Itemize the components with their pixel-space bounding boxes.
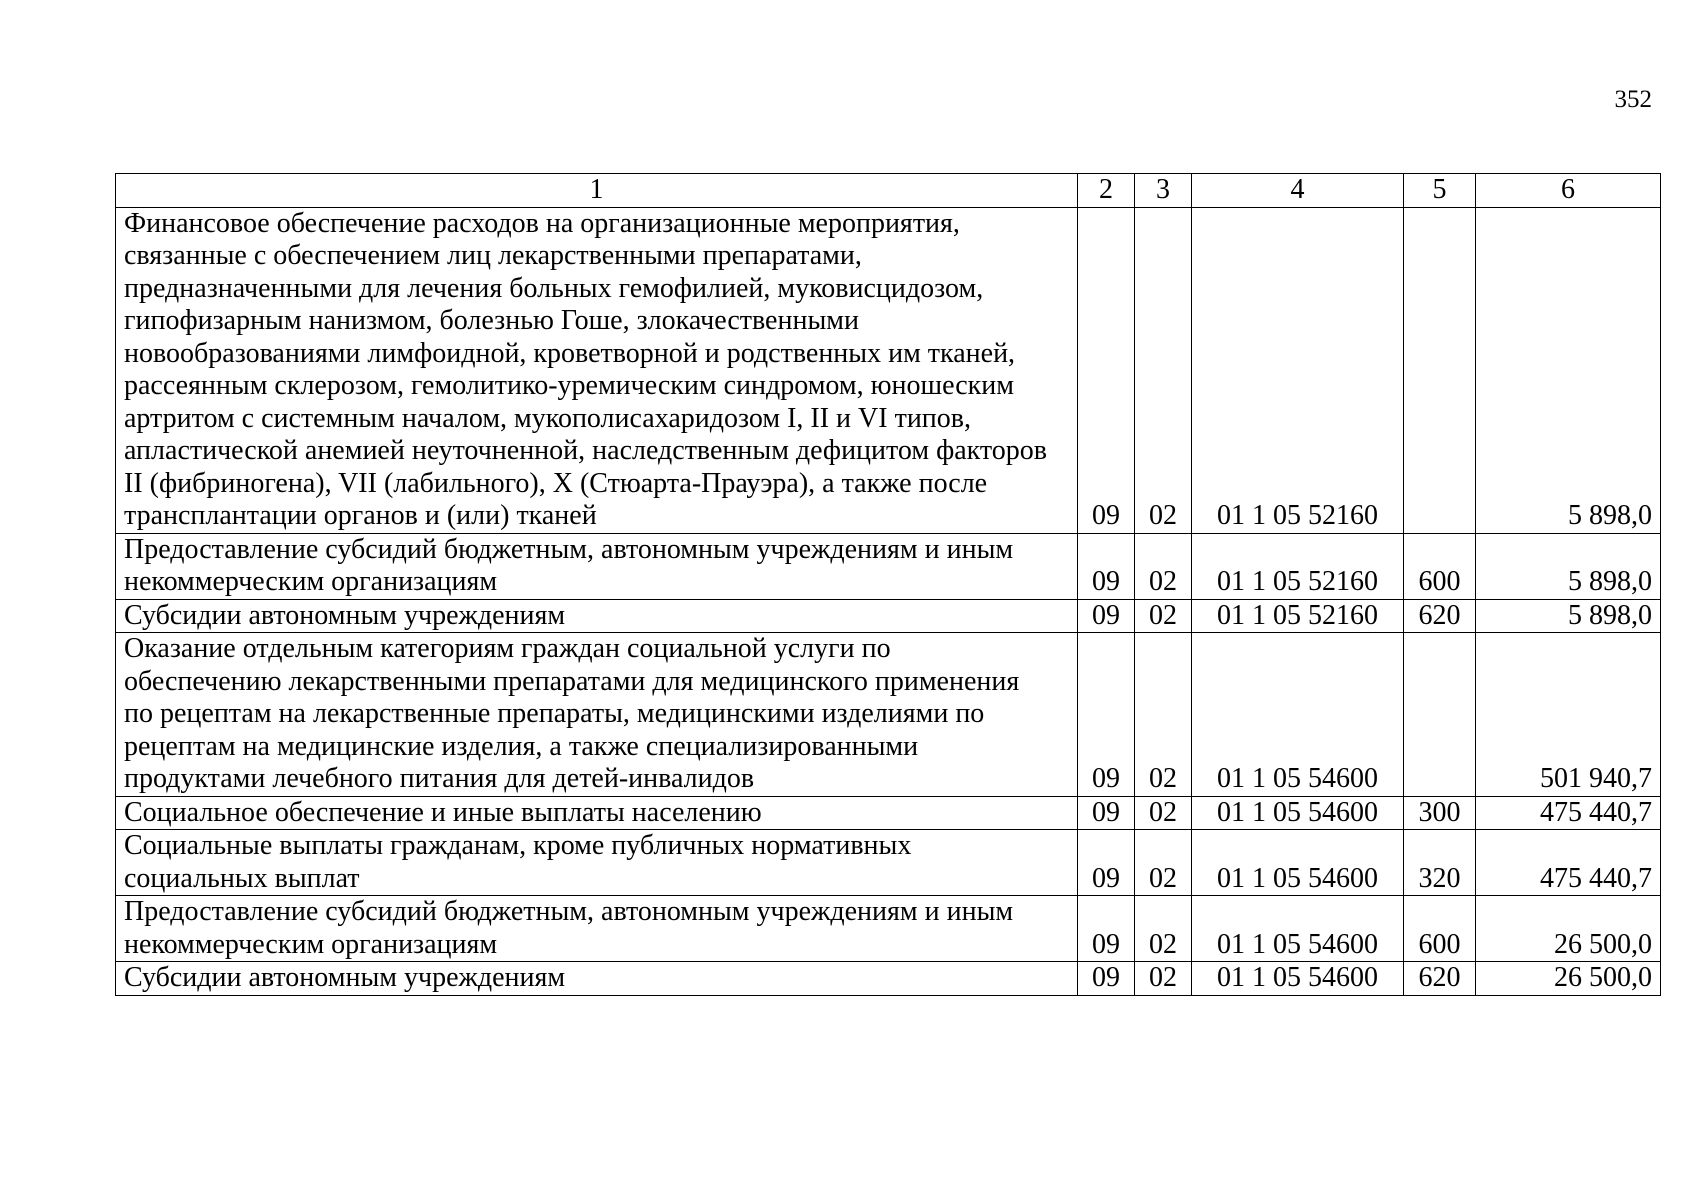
- row-name-cell: [116, 830, 1078, 896]
- target-article-cell: 01 1 05 52160: [1192, 207, 1404, 533]
- expense-type-cell: 600: [1404, 533, 1476, 599]
- expense-type-cell: 300: [1404, 796, 1476, 830]
- column-header-3: 3: [1135, 174, 1192, 208]
- subsection-code-cell: 02: [1135, 830, 1192, 896]
- column-header-4: 4: [1192, 174, 1404, 208]
- row-name-line: Социальное обеспечение и иные выплаты населению: [124, 796, 762, 828]
- table-row: [116, 633, 1661, 797]
- target-article-cell: 01 1 05 52160: [1192, 533, 1404, 599]
- row-name-cell: [116, 599, 1078, 633]
- target-article-cell: 01 1 05 54600: [1192, 830, 1404, 896]
- amount-cell: 26 500,0: [1476, 962, 1661, 996]
- row-name-cell: [116, 533, 1078, 599]
- row-name-line: Субсидии автономным учреждениям: [124, 962, 566, 993]
- column-header-6: 6: [1476, 174, 1661, 208]
- target-article-cell: 01 1 05 52160: [1192, 599, 1404, 633]
- section-code-cell: 09: [1078, 830, 1135, 896]
- section-code-cell: 09: [1078, 533, 1135, 599]
- section-code-cell: 09: [1078, 599, 1135, 633]
- target-article-cell: 01 1 05 54600: [1192, 962, 1404, 996]
- column-header-1: 1: [116, 174, 1078, 208]
- expense-type-cell: 620: [1404, 962, 1476, 996]
- table-row: [116, 962, 1661, 996]
- row-name-line: Предоставление субсидий бюджетным, автономным учреждениям и иным: [124, 896, 1014, 927]
- expense-type-cell: 620: [1404, 599, 1476, 633]
- row-name-line: Социальные выплаты гражданам, кроме публичных нормативных: [124, 830, 912, 861]
- amount-cell: 26 500,0: [1476, 896, 1661, 962]
- expense-type-cell: [1404, 633, 1476, 797]
- amount-cell: 501 940,7: [1476, 633, 1661, 797]
- row-name-line: Субсидии автономным учреждениям: [124, 599, 566, 631]
- target-article-cell: 01 1 05 54600: [1192, 633, 1404, 797]
- row-name-line: Финансовое обеспечение расходов на организационные мероприятия,: [124, 207, 960, 239]
- row-name-line: по рецептам на лекарственные препараты, медицинскими изделиями по: [124, 698, 985, 729]
- row-name-cell: [116, 207, 1078, 533]
- subsection-code-cell: 02: [1135, 207, 1192, 533]
- row-name-line: рассеянным склерозом, гемолитико-уремическим синдромом, юношеским: [124, 370, 1014, 401]
- table-body: [116, 207, 1661, 995]
- row-name-line: некоммерческим организациям: [124, 566, 498, 597]
- table-row: [116, 830, 1661, 896]
- table-row: [116, 796, 1661, 830]
- column-header-2: 2: [1078, 174, 1135, 208]
- row-name-line: обеспечению лекарственными препаратами для медицинского применения: [124, 665, 1020, 697]
- row-name-line: рецептам на медицинские изделия, а также специализированными: [124, 730, 919, 762]
- row-name-line: трансплантации органов и (или) тканей: [124, 500, 597, 531]
- row-name-cell: [116, 896, 1078, 962]
- subsection-code-cell: 02: [1135, 599, 1192, 633]
- row-name-line: связанные с обеспечением лиц лекарственными препаратами,: [124, 240, 862, 271]
- section-code-cell: 09: [1078, 633, 1135, 797]
- amount-cell: 475 440,7: [1476, 796, 1661, 830]
- section-code-cell: 09: [1078, 796, 1135, 830]
- row-name-line: апластической анемией неуточненной, наследственным дефицитом факторов: [124, 435, 1047, 466]
- subsection-code-cell: 02: [1135, 633, 1192, 797]
- row-name-line: II (фибриногена), VII (лабильного), X (Стюарта-Прауэра), а также после: [124, 467, 988, 499]
- amount-cell: 475 440,7: [1476, 830, 1661, 896]
- table-header-row: [116, 174, 1661, 208]
- table-row: [116, 599, 1661, 633]
- row-name-line: гипофизарным нанизмом, болезнью Гоше, злокачественными: [124, 305, 859, 336]
- row-name-cell: [116, 796, 1078, 830]
- row-name-line: некоммерческим организациям: [124, 928, 498, 960]
- expense-type-cell: [1404, 207, 1476, 533]
- amount-cell: 5 898,0: [1476, 599, 1661, 633]
- section-code-cell: 09: [1078, 896, 1135, 962]
- amount-cell: 5 898,0: [1476, 533, 1661, 599]
- subsection-code-cell: 02: [1135, 796, 1192, 830]
- page-number: 352: [1614, 86, 1652, 113]
- section-code-cell: 09: [1078, 962, 1135, 996]
- row-name-line: продуктами лечебного питания для детей-инвалидов: [124, 763, 755, 794]
- amount-cell: 5 898,0: [1476, 207, 1661, 533]
- table-row: [116, 896, 1661, 962]
- row-name-cell: [116, 633, 1078, 797]
- row-name-line: артритом с системным началом, мукополисахаридозом I, II и VI типов,: [124, 402, 972, 434]
- row-name-line: социальных выплат: [124, 862, 360, 894]
- subsection-code-cell: 02: [1135, 962, 1192, 996]
- row-name-line: новообразованиями лимфоидной, кроветворной и родственных им тканей,: [124, 337, 1016, 369]
- section-code-cell: 09: [1078, 207, 1135, 533]
- row-name-line: Оказание отдельным категориям граждан социальной услуги по: [124, 633, 891, 664]
- row-name-line: Предоставление субсидий бюджетным, автономным учреждениям и иным: [124, 533, 1014, 565]
- target-article-cell: 01 1 05 54600: [1192, 796, 1404, 830]
- subsection-code-cell: 02: [1135, 896, 1192, 962]
- target-article-cell: 01 1 05 54600: [1192, 896, 1404, 962]
- table-row: [116, 207, 1661, 533]
- row-name-line: предназначенными для лечения больных гемофилией, муковисцидозом,: [124, 272, 984, 304]
- column-header-5: 5: [1404, 174, 1476, 208]
- table-row: [116, 533, 1661, 599]
- expense-type-cell: 320: [1404, 830, 1476, 896]
- row-name-cell: [116, 962, 1078, 996]
- subsection-code-cell: 02: [1135, 533, 1192, 599]
- expense-type-cell: 600: [1404, 896, 1476, 962]
- budget-table: [115, 173, 1661, 996]
